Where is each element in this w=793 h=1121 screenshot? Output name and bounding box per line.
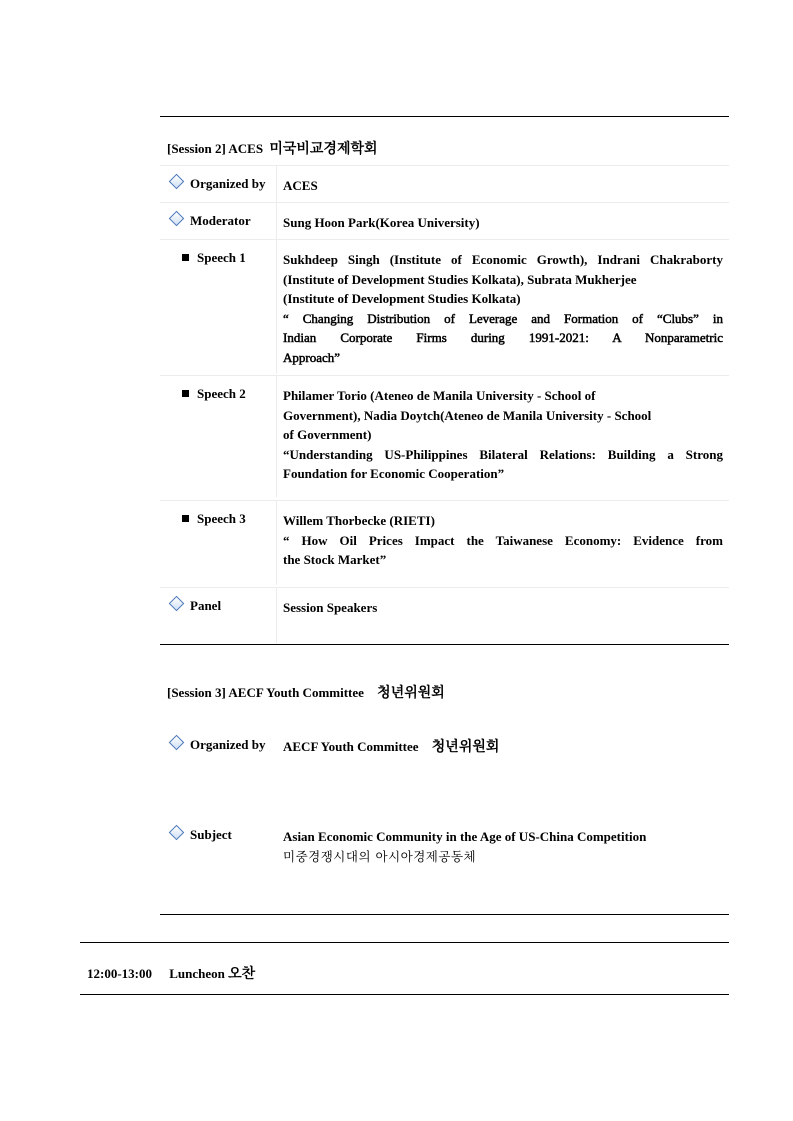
session3-title-text: [Session 3] AECF Youth Committee bbox=[167, 685, 364, 700]
speech1-text: Sukhdeep Singh (Institute of Economic Growth), Indrani Chakraborty (Institute of Development Studies Kolkata), Subrata Mukherjee (Institute of Development Studies Kolkata) “ Changing Distribution of Leverage and Formation of “Clubs” in Indian Corporate Firms during 1991-2021: A Nonparametric Approach” bbox=[283, 252, 723, 365]
moderator-label: Moderator bbox=[190, 213, 251, 228]
session3-subject-row bbox=[160, 827, 729, 871]
speech3-text: Willem Thorbecke (RIETI) “ How Oil Prices Impact the Taiwanese Economy: Evidence from the Stock Market” bbox=[283, 513, 723, 567]
session2-bottom-rule bbox=[160, 644, 729, 645]
diamond-bullet-icon bbox=[169, 735, 185, 751]
session2-moderator-row bbox=[160, 213, 729, 239]
session2-title-text: [Session 2] ACES bbox=[167, 141, 264, 156]
session2-panel-row bbox=[160, 598, 729, 643]
session3-organized-by-row bbox=[160, 737, 729, 763]
session3-bottom-rule bbox=[160, 914, 729, 915]
luncheon-time: 12:00-13:00 bbox=[87, 966, 152, 981]
square-bullet-icon bbox=[182, 515, 189, 522]
session2-top-rule bbox=[160, 116, 729, 117]
square-bullet-icon bbox=[182, 254, 189, 261]
luncheon-top-rule bbox=[80, 942, 729, 943]
session3-title-ko: 청년위원회 bbox=[377, 685, 445, 701]
luncheon-label-ko: 오찬 bbox=[228, 966, 256, 982]
subject-label: Subject bbox=[190, 827, 232, 842]
organized-by-label: Organized by bbox=[190, 737, 266, 752]
panel-label: Panel bbox=[190, 598, 222, 613]
luncheon-label: Luncheon bbox=[169, 966, 225, 981]
panel-value: Session Speakers bbox=[283, 600, 378, 615]
session2-title bbox=[167, 138, 378, 158]
diamond-bullet-icon bbox=[169, 211, 185, 227]
session3-title bbox=[167, 682, 445, 702]
square-bullet-icon bbox=[182, 390, 189, 397]
speech3-label: Speech 3 bbox=[197, 511, 246, 526]
luncheon-row bbox=[87, 963, 255, 983]
organized-by-value: ACES bbox=[283, 178, 318, 193]
organized-by-value: AECF Youth Committee 청년위원회 bbox=[283, 739, 500, 755]
diamond-bullet-icon bbox=[169, 825, 185, 841]
organized-by-label: Organized by bbox=[190, 176, 266, 191]
diamond-bullet-icon bbox=[169, 174, 185, 190]
diamond-bullet-icon bbox=[169, 596, 185, 612]
session2-speech3-row bbox=[160, 511, 729, 585]
session2-speech2-row bbox=[160, 386, 729, 497]
session2-organized-by-row bbox=[160, 176, 729, 202]
subject-value: Asian Economic Community in the Age of US-China Competition 미중경쟁시대의 아시아경제공동체 bbox=[283, 829, 647, 864]
speech2-text: Philamer Torio (Ateneo de Manila University - School of Government), Nadia Doytch(Ateneo de Manila University - School of Government) “Understanding US-Philippines Bilateral Relations: Building a Strong Foundation for Economic Cooperation” bbox=[283, 388, 723, 481]
speech2-label: Speech 2 bbox=[197, 386, 246, 401]
session2-speech1-row bbox=[160, 250, 729, 374]
session2-title-ko: 미국비교경제학회 bbox=[269, 141, 378, 157]
speech1-label: Speech 1 bbox=[197, 250, 246, 265]
moderator-value: Sung Hoon Park(Korea University) bbox=[283, 215, 480, 230]
luncheon-bottom-rule bbox=[80, 994, 729, 995]
